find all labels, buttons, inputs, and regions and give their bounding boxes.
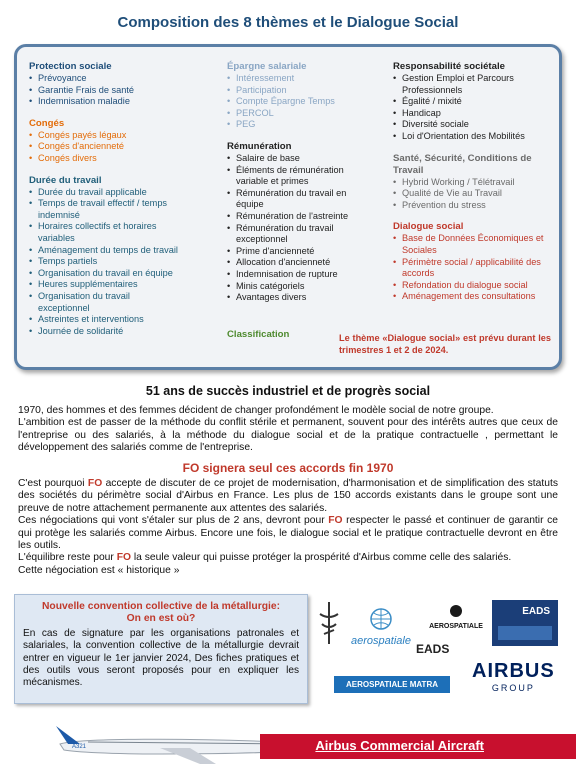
- convention-title-line-1: Nouvelle convention collective de la métallurgie:: [41, 601, 281, 612]
- eads-photo-logo: [492, 600, 558, 646]
- theme-item: • Allocation d'ancienneté: [227, 257, 357, 269]
- convention-box: [14, 594, 308, 704]
- theme-list-responsabilite: [393, 73, 553, 143]
- theme-item: • Participation: [227, 85, 357, 97]
- convention-title-line-2: On en est où?: [126, 613, 196, 625]
- logos-area: [316, 594, 566, 704]
- themes-box: [14, 44, 562, 370]
- theme-item: • Loi d'Orientation des Mobilités: [393, 131, 553, 143]
- text: L'équilibre reste pour: [18, 552, 117, 564]
- section-title: 51 ans de succès industriel et de progrès social: [145, 384, 431, 398]
- page-title: Composition des 8 thèmes et le Dialogue Social: [117, 14, 459, 31]
- dialogue-note: Le thème «Dialogue social» est prévu durant les trimestres 1 et 2 de 2024.: [339, 333, 551, 355]
- eads-logo: EADS: [416, 642, 450, 656]
- text: accepte de discuter de ce projet de modernisation, d'harmonisation et de simplification des statuts des sociétés du périmètre social d'Airbus en France. Les plus de 150 accords existants dans le groupe sont une preuve de notre attachement permanente aux attentes des salariés.: [18, 478, 558, 514]
- group-text: GROUP: [491, 683, 535, 693]
- fo-mark: FO: [328, 515, 343, 527]
- theme-item: • Périmètre social / applicabilité des accords: [393, 257, 553, 280]
- theme-item: • Prime d'ancienneté: [227, 246, 357, 258]
- banner-link[interactable]: Airbus Commercial Aircraft: [315, 738, 484, 753]
- theme-item: • PERCOL: [227, 108, 357, 120]
- theme-item: • Congés payés légaux: [29, 130, 179, 142]
- theme-item: • Prévoyance: [29, 73, 179, 85]
- airbus-group-logo: [472, 660, 555, 693]
- footer-banner: [0, 726, 576, 765]
- convention-body: En cas de signature par les organisations patronales et salariales, la convention collective de la métallurgie devrait entrer en vigueur le 1er janvier 2024, Des fiches pratiques et des outils vous seront proposés pour en expliquer les mécanismes.: [23, 627, 299, 689]
- theme-list-remuneration: [227, 153, 357, 304]
- theme-item: • Refondation du dialogue social: [393, 280, 553, 292]
- theme-item: • Durée du travail applicable: [29, 187, 179, 199]
- theme-item: • PEG: [227, 119, 357, 131]
- theme-item: • Rémunération du travail en équipe: [227, 188, 357, 211]
- convention-title: [15, 601, 307, 626]
- circle-icon: [446, 604, 466, 618]
- theme-list-conges: [29, 130, 179, 165]
- themes-column-2: [227, 61, 357, 314]
- theme-list-protection: [29, 73, 179, 108]
- airbus-text: AIRBUS: [472, 660, 555, 682]
- theme-item: • Indemnisation maladie: [29, 96, 179, 108]
- theme-item: • Congés divers: [29, 153, 179, 165]
- theme-heading-protection: Protection sociale: [29, 61, 112, 72]
- theme-item: • Intéressement: [227, 73, 357, 85]
- theme-item: • Salaire de base: [227, 153, 357, 165]
- history-paragraph: [18, 405, 558, 455]
- theme-item: • Rémunération de l'astreinte: [227, 211, 357, 223]
- theme-item: • Astreintes et interventions: [29, 314, 179, 326]
- theme-item: • Congés d'ancienneté: [29, 141, 179, 153]
- history-line-1: 1970, des hommes et des femmes décident de changer profondément le modèle social de notre groupe.: [18, 405, 494, 416]
- theme-heading-remuneration: Rémunération: [227, 140, 292, 152]
- theme-item: • Garantie Frais de santé: [29, 85, 179, 97]
- fo-paragraph: [18, 478, 558, 577]
- banner-band: [260, 734, 576, 759]
- themes-column-1: [29, 61, 179, 347]
- theme-item: • Qualité de Vie au Travail: [393, 188, 553, 200]
- text: la seule valeur qui puisse protéger la prospérité d'Airbus comme celle des salariés.: [131, 552, 512, 564]
- theme-item: • Handicap: [393, 108, 553, 120]
- theme-item: • Heures supplémentaires: [29, 279, 179, 291]
- theme-item: • Gestion Emploi et Parcours Professionnels: [393, 73, 553, 96]
- theme-list-epargne: [227, 73, 357, 131]
- plane-label: A321: [72, 744, 87, 750]
- theme-item: • Prévention du stress: [393, 200, 553, 212]
- theme-heading-sante: Santé, Sécurité, Conditions de Travail: [393, 152, 532, 176]
- theme-item: • Temps de travail effectif / temps indemnisé: [29, 198, 179, 221]
- theme-item: • Compte Épargne Temps: [227, 96, 357, 108]
- fo-mark: FO: [87, 478, 103, 489]
- fo-title: FO signera seul ces accords fin 1970: [182, 461, 394, 475]
- themes-column-3: [393, 61, 553, 313]
- theme-item: • Aménagement des consultations: [393, 291, 553, 303]
- theme-item: • Horaires collectifs et horaires variables: [29, 221, 179, 244]
- fo-mark: FO: [116, 552, 132, 564]
- lacroix-emblem-logo: [316, 600, 342, 646]
- theme-item: • Hybrid Working / Télétravail: [393, 177, 553, 189]
- theme-heading-dialogue: Dialogue social: [393, 221, 464, 233]
- eads-box-text: EADS: [522, 606, 550, 617]
- theme-item: • Indemnisation de rupture: [227, 269, 357, 281]
- text: C'est pourquoi: [18, 478, 88, 489]
- theme-heading-responsabilite: Responsabilité sociétale: [393, 61, 505, 72]
- theme-item: • Organisation du travail exceptionnel: [29, 291, 179, 314]
- theme-item: • Temps partiels: [29, 256, 179, 268]
- fo-line-4: Cette négociation est « historique »: [18, 564, 180, 576]
- theme-item: • Aménagement du temps de travail: [29, 245, 179, 257]
- theme-item: • Diversité sociale: [393, 119, 553, 131]
- globe-icon: [368, 608, 394, 630]
- theme-list-sante: [393, 177, 553, 212]
- theme-classification: Classification: [227, 329, 290, 340]
- theme-list-duree: [29, 187, 179, 338]
- theme-heading-duree: Durée du travail: [29, 174, 102, 186]
- aerospatiale-logo: [346, 608, 416, 647]
- theme-heading-conges: Congés: [29, 117, 65, 129]
- theme-item: • Égalité / mixité: [393, 96, 553, 108]
- theme-item: • Minis catégoriels: [227, 281, 357, 293]
- text: Ces négociations qui vont s'étaler sur plus de 2 ans, devront pour: [18, 515, 329, 527]
- fo-line-1: [18, 478, 558, 515]
- aerospatiale-text: aerospatiale: [351, 635, 411, 647]
- history-line-2: L'ambition est de passer de la méthode du conflit stérile et permanent, souvent pour des intérêts autres que ceux de l'entreprise ou des salariés, à la méthode du dialogue social et de la pratique contractuelle , permettant le développement des salariés comme de l'entreprise.: [18, 417, 558, 454]
- theme-item: • Rémunération du travail exceptionnel: [227, 223, 357, 246]
- theme-item: • Base de Données Économiques et Sociales: [393, 233, 553, 256]
- aerospatiale-caps-logo: [424, 604, 488, 630]
- theme-item: • Organisation du travail en équipe: [29, 268, 179, 280]
- theme-heading-epargne: Épargne salariale: [227, 61, 307, 72]
- theme-item: • Journée de solidarité: [29, 326, 179, 338]
- fo-line-2: [18, 515, 558, 552]
- fo-line-3: [18, 552, 558, 564]
- theme-item: • Éléments de rémunération variable et primes: [227, 165, 357, 188]
- aerospatiale-matra-logo: AEROSPATIALE MATRA: [334, 676, 450, 693]
- aerospatiale-caps-text: AEROSPATIALE: [429, 623, 483, 630]
- theme-item: • Avantages divers: [227, 292, 357, 304]
- theme-list-dialogue: [393, 233, 553, 303]
- text: respecter le passé et continuer de garantir ce qui protège les salariés comme Airbus. Encore une fois, le dialogue social et le pratique contractuelle devront en être les outils.: [18, 515, 558, 552]
